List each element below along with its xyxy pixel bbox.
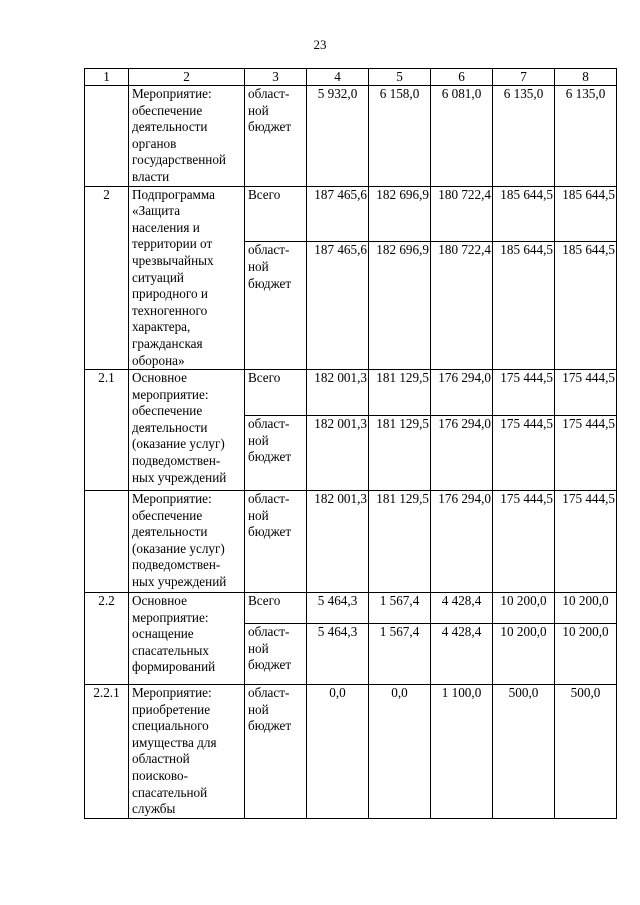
text-line: ной (248, 258, 269, 274)
value-cell-col-7: 175 444,5 (493, 416, 555, 491)
text-line: населения и (132, 219, 200, 235)
text-line: ных учреждений (132, 574, 227, 590)
text-line: оснащение (132, 626, 194, 642)
value-cell-col-5: 0,0 (369, 685, 431, 819)
value-cell-col-8: 175 444,5 (555, 370, 617, 416)
budget-table (84, 68, 617, 819)
value-cell-col-7: 175 444,5 (493, 491, 555, 593)
text-line: деятельности (132, 419, 208, 435)
funding-source (245, 416, 307, 491)
text-line: областной (132, 751, 190, 767)
row-name (129, 370, 245, 491)
funding-source (245, 685, 307, 819)
table-row (85, 186, 617, 242)
value-cell-col-5: 181 129,5 (369, 416, 431, 491)
text-line: област- (248, 624, 290, 640)
funding-source (245, 86, 307, 187)
value-cell-col-6: 176 294,0 (431, 416, 493, 491)
value-cell-col-8: 185 644,5 (555, 186, 617, 242)
text-line: ной (248, 507, 269, 523)
text-line: ситуаций (132, 269, 184, 285)
row-name (129, 685, 245, 819)
row-code: 2.2.1 (85, 685, 129, 819)
text-line: област- (248, 242, 290, 258)
value-cell-col-7: 185 644,5 (493, 242, 555, 370)
column-header-8: 8 (555, 69, 617, 86)
text-line: ной (248, 640, 269, 656)
text-line: мероприятие: (132, 386, 209, 402)
value-cell-col-5: 1 567,4 (369, 593, 431, 624)
value-cell-col-8: 6 135,0 (555, 86, 617, 187)
funding-source (245, 370, 307, 416)
value-cell-col-4: 182 001,3 (307, 416, 369, 491)
value-cell-col-6: 176 294,0 (431, 491, 493, 593)
text-line: специального (132, 718, 209, 734)
value-cell-col-7: 10 200,0 (493, 624, 555, 685)
text-line: област- (248, 86, 290, 101)
text-line: природного и (132, 286, 208, 302)
value-cell-col-8: 10 200,0 (555, 624, 617, 685)
column-header-3: 3 (245, 69, 307, 86)
text-line: Основное (132, 370, 187, 386)
table-row (85, 86, 617, 187)
text-line: техногенного (132, 302, 208, 318)
value-cell-col-7: 185 644,5 (493, 186, 555, 242)
value-cell-col-5: 6 158,0 (369, 86, 431, 187)
row-name (129, 86, 245, 187)
table-row (85, 685, 617, 819)
text-line: Всего (248, 186, 281, 202)
value-cell-col-7: 175 444,5 (493, 370, 555, 416)
text-line: органов (132, 135, 177, 151)
row-code: 2.2 (85, 593, 129, 685)
text-line: мероприятие: (132, 609, 209, 625)
text-line: подведомствен- (132, 557, 221, 573)
text-line: Всего (248, 593, 281, 609)
table-row (85, 370, 617, 416)
value-cell-col-7: 500,0 (493, 685, 555, 819)
text-line: (оказание услуг) (132, 540, 225, 556)
row-code (85, 86, 129, 187)
value-cell-col-4: 5 464,3 (307, 593, 369, 624)
row-name (129, 491, 245, 593)
text-line: оборона» (132, 352, 185, 368)
value-cell-col-6: 176 294,0 (431, 370, 493, 416)
value-cell-col-5: 182 696,9 (369, 242, 431, 370)
value-cell-col-6: 4 428,4 (431, 593, 493, 624)
text-line: приобретение (132, 701, 211, 717)
value-cell-col-6: 1 100,0 (431, 685, 493, 819)
text-line: имущества для (132, 734, 217, 750)
column-header-1: 1 (85, 69, 129, 86)
text-line: гражданская (132, 335, 203, 351)
value-cell-col-6: 4 428,4 (431, 624, 493, 685)
funding-source (245, 491, 307, 593)
text-line: обеспечение (132, 403, 203, 419)
column-header-7: 7 (493, 69, 555, 86)
text-line: бюджет (248, 449, 292, 465)
value-cell-col-4: 182 001,3 (307, 370, 369, 416)
text-line: ной (248, 701, 269, 717)
row-name (129, 186, 245, 370)
text-line: подведомствен- (132, 453, 221, 469)
text-line: Мероприятие: (132, 86, 212, 101)
funding-source (245, 593, 307, 624)
value-cell-col-8: 175 444,5 (555, 416, 617, 491)
table-body (85, 86, 617, 819)
text-line: обеспечение (132, 507, 203, 523)
value-cell-col-4: 187 465,6 (307, 242, 369, 370)
text-line: бюджет (248, 718, 292, 734)
value-cell-col-7: 10 200,0 (493, 593, 555, 624)
text-line: Мероприятие: (132, 491, 212, 507)
text-line: характера, (132, 319, 191, 335)
text-line: бюджет (248, 275, 292, 291)
text-line: государственной (132, 152, 226, 168)
funding-source (245, 624, 307, 685)
row-code (85, 491, 129, 593)
page-number: 23 (313, 37, 327, 52)
text-line: бюджет (248, 524, 292, 540)
text-line: формирований (132, 659, 216, 675)
value-cell-col-6: 180 722,4 (431, 186, 493, 242)
column-header-5: 5 (369, 69, 431, 86)
text-line: бюджет (248, 657, 292, 673)
table-row (85, 593, 617, 624)
value-cell-col-5: 181 129,5 (369, 491, 431, 593)
text-line: област- (248, 416, 290, 432)
value-cell-col-5: 182 696,9 (369, 186, 431, 242)
funding-source (245, 242, 307, 370)
row-name (129, 593, 245, 685)
text-line: област- (248, 685, 290, 701)
value-cell-col-4: 187 465,6 (307, 186, 369, 242)
value-cell-col-5: 181 129,5 (369, 370, 431, 416)
value-cell-col-4: 5 464,3 (307, 624, 369, 685)
column-header-6: 6 (431, 69, 493, 86)
text-line: службы (132, 801, 176, 817)
value-cell-col-4: 5 932,0 (307, 86, 369, 187)
table-header (85, 69, 617, 86)
value-cell-col-7: 6 135,0 (493, 86, 555, 187)
value-cell-col-5: 1 567,4 (369, 624, 431, 685)
funding-source (245, 186, 307, 242)
text-line: поисково- (132, 768, 189, 784)
text-line: Мероприятие: (132, 685, 212, 701)
text-line: ной (248, 432, 269, 448)
text-line: чрезвычайных (132, 252, 214, 268)
value-cell-col-6: 6 081,0 (431, 86, 493, 187)
value-cell-col-8: 185 644,5 (555, 242, 617, 370)
text-line: ных учреждений (132, 469, 227, 485)
text-line: территории от (132, 236, 213, 252)
text-line: «Защита (132, 203, 181, 219)
text-line: Всего (248, 370, 281, 386)
value-cell-col-8: 500,0 (555, 685, 617, 819)
text-line: деятельности (132, 524, 208, 540)
value-cell-col-8: 10 200,0 (555, 593, 617, 624)
text-line: бюджет (248, 119, 292, 135)
text-line: област- (248, 491, 290, 507)
text-line: Подпрограмма (132, 186, 216, 202)
text-line: спасательной (132, 784, 208, 800)
text-line: власти (132, 168, 170, 184)
text-line: Основное (132, 593, 187, 609)
text-line: спасательных (132, 642, 210, 658)
text-line: (оказание услуг) (132, 436, 225, 452)
value-cell-col-4: 182 001,3 (307, 491, 369, 593)
text-line: ной (248, 102, 269, 118)
row-code: 2 (85, 186, 129, 370)
value-cell-col-6: 180 722,4 (431, 242, 493, 370)
value-cell-col-8: 175 444,5 (555, 491, 617, 593)
row-code: 2.1 (85, 370, 129, 491)
column-header-4: 4 (307, 69, 369, 86)
text-line: деятельности (132, 119, 208, 135)
value-cell-col-4: 0,0 (307, 685, 369, 819)
table-row (85, 491, 617, 593)
column-header-2: 2 (129, 69, 245, 86)
text-line: обеспечение (132, 102, 203, 118)
